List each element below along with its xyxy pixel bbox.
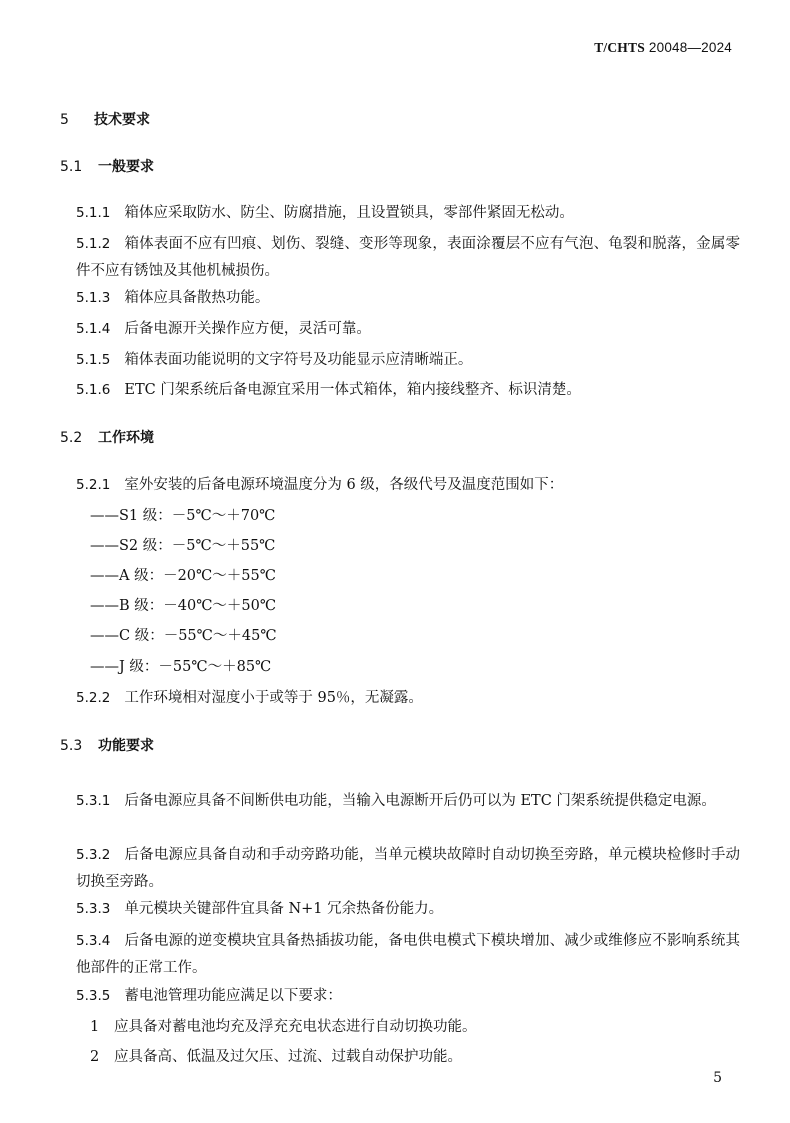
- clause-5-1-1: [60, 200, 756, 227]
- clause-5-1-4: [60, 316, 756, 343]
- clause-5-1-3: [60, 285, 756, 312]
- section-number: 5: [60, 112, 69, 128]
- clause-text: 工作环境相对湿度小于或等于 95％，无凝露。: [124, 690, 423, 706]
- clause-text: 蓄电池管理功能应满足以下要求：: [124, 988, 342, 1004]
- temperature-level-c: ——C 级：－55℃～＋45℃: [90, 628, 277, 644]
- temperature-level-b: ——B 级：－40℃～＋50℃: [90, 598, 277, 614]
- clause-number: 5.2.1: [76, 477, 111, 493]
- section-heading-5: [60, 107, 740, 134]
- clause-5-3-2: [60, 842, 740, 896]
- clause-text: 后备电源的逆变模块宜具备热插拔功能，备电供电模式下模块增加、减少或维修应不影响系统其他部件的正常工作。: [76, 933, 740, 976]
- clause-number: 5.3.5: [76, 988, 111, 1004]
- clause-number: 5.1.5: [76, 352, 111, 368]
- section-title: 工作环境: [98, 430, 154, 446]
- section-title: 一般要求: [98, 159, 154, 175]
- clause-number: 5.1.3: [76, 290, 111, 306]
- clause-number: 5.1.2: [76, 236, 111, 252]
- clause-text: 箱体应具备散热功能。: [124, 290, 270, 306]
- section-number: 5.2: [60, 430, 83, 446]
- clause-number: 5.2.2: [76, 690, 111, 706]
- clause-5-3-4: [60, 928, 740, 982]
- standard-number: 20048—2024: [648, 40, 732, 55]
- clause-number: 5.1.6: [76, 382, 111, 398]
- clause-number: 5.1.4: [76, 321, 111, 337]
- clause-5-1-6: [60, 377, 756, 404]
- clause-text: 箱体表面功能说明的文字符号及功能显示应清晰端正。: [124, 352, 473, 368]
- clause-number: 5.3.4: [76, 933, 111, 949]
- clause-text: 室外安装的后备电源环境温度分为 6 级，各级代号及温度范围如下：: [124, 477, 564, 493]
- sub-item-1: [60, 1014, 770, 1041]
- temperature-level-j: ——J 级：－55℃～＋85℃: [90, 659, 272, 675]
- document-header: [594, 40, 732, 56]
- clause-5-1-2: [60, 231, 740, 285]
- section-heading-5-3: [60, 733, 740, 760]
- sub-item-number: 1: [90, 1019, 100, 1035]
- section-title: 技术要求: [94, 112, 150, 128]
- clause-text: 后备电源开关操作应方便，灵活可靠。: [124, 321, 371, 337]
- section-title: 功能要求: [98, 738, 154, 754]
- clause-text: 单元模块关键部件宜具备 N+1 冗余热备份能力。: [124, 901, 444, 917]
- temperature-level-s2: ——S2 级：－5℃～＋55℃: [90, 538, 276, 554]
- clause-number: 5.1.1: [76, 205, 111, 221]
- clause-text: 箱体应采取防水、防尘、防腐措施，且设置锁具，零部件紧固无松动。: [124, 205, 574, 221]
- sub-item-text: 应具备对蓄电池均充及浮充充电状态进行自动切换功能。: [114, 1019, 477, 1035]
- section-heading-5-2: [60, 425, 740, 452]
- clause-5-2-2: [60, 685, 756, 712]
- clause-text: 后备电源应具备自动和手动旁路功能，当单元模块故障时自动切换至旁路，单元模块检修时手动切换至旁路。: [76, 847, 740, 890]
- clause-number: 5.3.3: [76, 901, 111, 917]
- standard-prefix: T/CHTS: [594, 40, 645, 55]
- clause-5-2-1: [60, 472, 756, 499]
- section-number: 5.1: [60, 159, 83, 175]
- clause-5-3-5: [60, 983, 756, 1010]
- sub-item-2: [60, 1044, 770, 1071]
- clause-text: 后备电源应具备不间断供电功能，当输入电源断开后仍可以为 ETC 门架系统提供稳定电源。: [124, 793, 716, 809]
- clause-5-3-3: [60, 896, 756, 923]
- clause-text: ETC 门架系统后备电源宜采用一体式箱体，箱内接线整齐、标识清楚。: [124, 382, 581, 398]
- clause-5-1-5: [60, 347, 756, 374]
- clause-number: 5.3.1: [76, 793, 111, 809]
- clause-text: 箱体表面不应有凹痕、划伤、裂缝、变形等现象，表面涂覆层不应有气泡、龟裂和脱落，金属零件不应有锈蚀及其他机械损伤。: [76, 236, 740, 279]
- sub-item-number: 2: [90, 1049, 100, 1065]
- clause-number: 5.3.2: [76, 847, 111, 863]
- sub-item-text: 应具备高、低温及过欠压、过流、过载自动保护功能。: [114, 1049, 462, 1065]
- temperature-level-a: ——A 级：－20℃～＋55℃: [90, 568, 276, 584]
- page-number: 5: [713, 1070, 722, 1086]
- clause-5-3-1: [60, 788, 740, 815]
- section-heading-5-1: [60, 154, 740, 181]
- section-number: 5.3: [60, 738, 83, 754]
- temperature-level-s1: ——S1 级：－5℃～＋70℃: [90, 508, 276, 524]
